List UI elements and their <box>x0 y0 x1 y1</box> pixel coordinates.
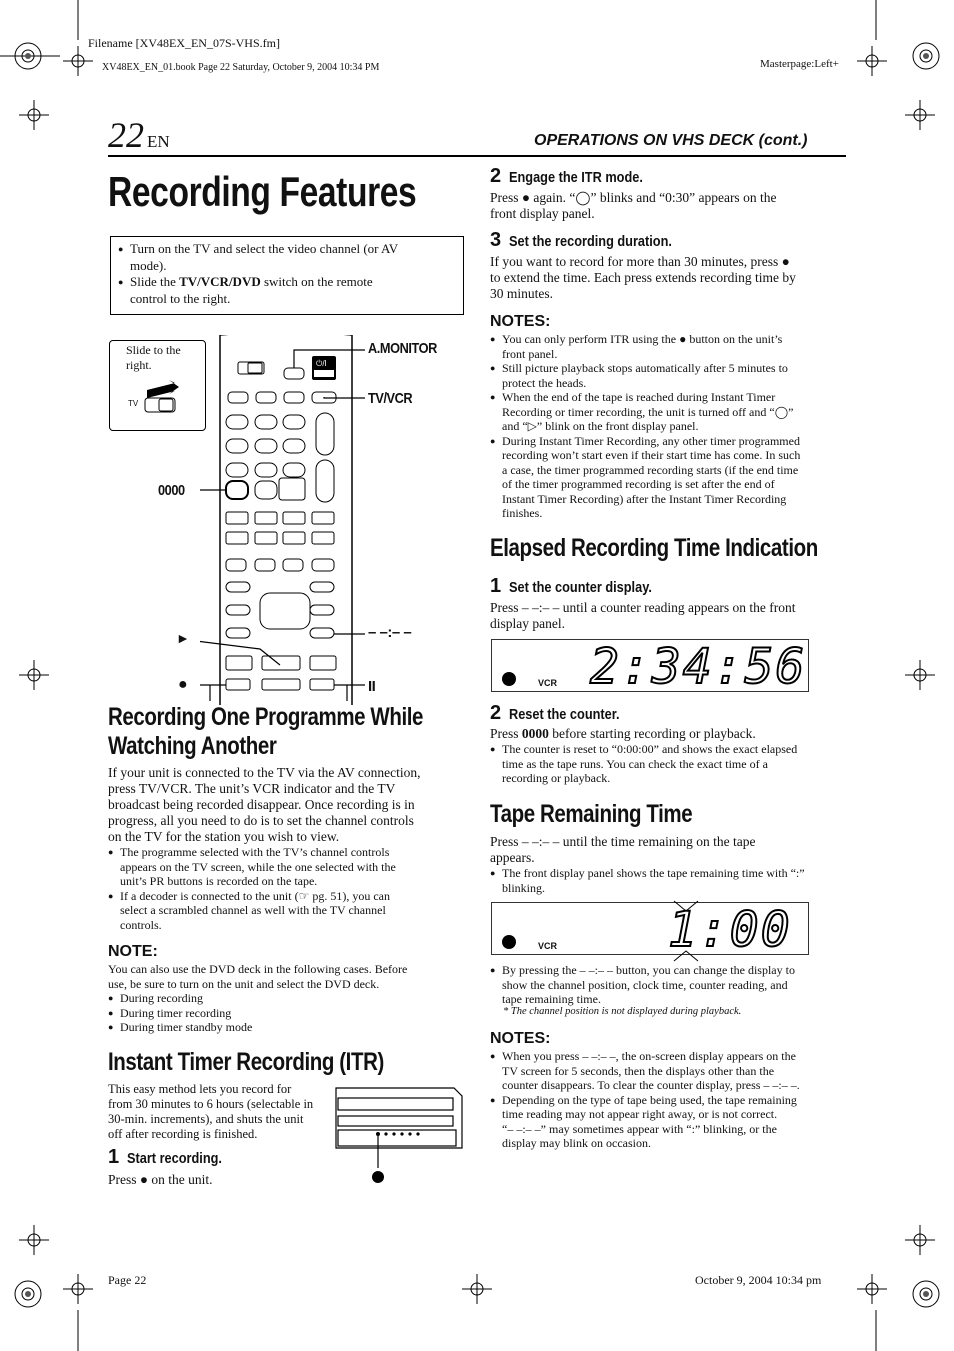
counter-reading: 2:34:56 <box>590 639 807 695</box>
remaining-heading: Tape Remaining Time <box>490 800 693 828</box>
prep-item: ● Slide the TV/VCR/DVD switch on the remote control to the right. <box>118 274 458 307</box>
filename-label: Filename [XV48EX_EN_07S-VHS.fm] <box>88 36 280 50</box>
remaining-reading: 1:00 <box>668 902 792 958</box>
itr-step-2-text: Press ● again. “◯” blinks and “0:30” appears on the front display panel. <box>490 190 777 221</box>
elapsed-step-2: 2 Reset the counter. <box>490 702 620 724</box>
header-rule <box>108 155 846 157</box>
tv-vcr-label: TV/VCR <box>368 390 413 407</box>
remaining-display-panel <box>491 902 809 958</box>
record-indicator-icon <box>502 935 516 949</box>
prep-item: ● Turn on the TV and select the video channel (or AV mode). <box>118 241 458 274</box>
notes-2-heading: NOTES: <box>490 1030 551 1047</box>
vcr-indicator: VCR <box>538 941 558 951</box>
list-item: ● During recording <box>108 991 468 1006</box>
list-item: ● When you press – –:– –, the on-screen display appears on the TV screen for 5 seconds, then the displays other than the counter disappears. To clear the counter display, press – –:– –. <box>490 1049 850 1093</box>
play-symbol: ► <box>176 632 190 647</box>
list-item: ● During timer standby mode <box>108 1020 468 1035</box>
pause-symbol: II <box>368 678 376 695</box>
remaining-bullet <box>490 866 850 895</box>
itr-step-2: 2 Engage the ITR mode. <box>490 165 644 187</box>
itr-heading: Instant Timer Recording (ITR) <box>108 1048 384 1076</box>
svg-text:⏻/I: ⏻/I <box>316 359 327 368</box>
list-item: ● By pressing the – –:– – button, you can change the display to show the channel position, clock time, counter reading, and tape remaining time. <box>490 963 850 1007</box>
footnote: * The channel position is not displayed during playback. <box>503 1006 742 1017</box>
rec-one-bullets <box>108 845 468 932</box>
list-item: ● The programme selected with the TV’s channel controls appears on the TV screen, while the one selected with the unit’s PR buttons is recorded on the tape. <box>108 845 468 889</box>
masterpage-label: Masterpage:Left+ <box>760 58 839 70</box>
list-item: ● Still picture playback stops automatically after 5 minutes to protect the heads. <box>490 361 850 390</box>
counter-display-panel <box>491 639 809 695</box>
vcr-front-panel-illustration <box>334 1086 464 1186</box>
list-item: ● When the end of the tape is reached during Instant Timer Recording or timer recording, the unit is turned off and “◯” and “▷” blink on the front display panel. <box>490 390 850 434</box>
itr-intro: This easy method lets you record for from 30 minutes to 6 hours (selectable in 30-min. increments), and shuts the unit off after recording is finished. <box>108 1082 314 1141</box>
record-indicator-icon <box>502 672 516 686</box>
a-monitor-label: A.MONITOR <box>368 340 437 357</box>
preparation-list <box>118 241 458 307</box>
remaining-bullet-2 <box>490 963 850 1007</box>
list-item: ● You can only perform ITR using the ● button on the unit’s front panel. <box>490 332 850 361</box>
zero-button-label: 0000 <box>158 482 185 499</box>
page-lang: EN <box>147 132 170 151</box>
list-item: ● During timer recording <box>108 1006 468 1021</box>
elapsed-heading: Elapsed Recording Time Indication <box>490 534 818 562</box>
list-item: ● Depending on the type of tape being used, the tape remaining time reading may not appear right away, or is not correct. “– –:– –” may sometimes appear with “:” blinking, or the display may blink on occasion. <box>490 1093 850 1151</box>
footer-page: Page 22 <box>108 1273 147 1287</box>
elapsed-step-2-text: Press 0000 before starting recording or playback. <box>490 726 756 741</box>
note-heading: NOTE: <box>108 943 158 960</box>
notes-1-heading: NOTES: <box>490 313 551 330</box>
page-number: 22 <box>108 115 144 155</box>
notes-2-list <box>490 1049 850 1151</box>
elapsed-step-1: 1 Set the counter display. <box>490 575 653 597</box>
rec-one-paragraph: If your unit is connected to the TV via the AV connection, press TV/VCR. The unit’s VCR indicator and the TV broadcast being recorded disappear. Once recording is in progress, all you need to do is to set the channel controls on the TV for the station you wish to view. <box>108 765 421 844</box>
notes-1-list <box>490 332 850 521</box>
rec-one-heading: Recording One Programme While Watching Another <box>108 703 424 760</box>
elapsed-step-2-bullet <box>490 742 850 786</box>
vcr-indicator: VCR <box>538 678 558 688</box>
record-symbol: ● <box>178 676 188 693</box>
itr-step-3-text: If you want to record for more than 30 minutes, press ● to extend the time. Each press extends recording time by 30 minutes. <box>490 254 796 301</box>
section-title: OPERATIONS ON VHS DECK (cont.) <box>534 132 808 149</box>
book-info-label: XV48EX_EN_01.book Page 22 Saturday, October 9, 2004 10:34 PM <box>102 62 380 73</box>
page-title: Recording Features <box>108 168 417 215</box>
footer-date: October 9, 2004 10:34 pm <box>695 1273 822 1287</box>
blink-marks-icon <box>666 897 706 967</box>
list-item: ● The front display panel shows the tape remaining time with “:” blinking. <box>490 866 850 895</box>
elapsed-step-1-text: Press – –:– – until a counter reading appears on the front display panel. <box>490 600 796 631</box>
itr-step-3: 3 Set the recording duration. <box>490 229 673 251</box>
itr-step-1: 1 Start recording. <box>108 1146 223 1168</box>
page-number-block <box>108 114 170 156</box>
list-item: ● During Instant Timer Recording, any other timer programmed recording won’t start even if their start time has come. In such a case, the timer programmed recording starts (if the end time of the timer programmed recording is set after the end of Instant Timer Recording) after the Instant Timer Recording finishes. <box>490 434 850 521</box>
slide-switch-icon <box>109 340 206 431</box>
itr-step-1-text: Press ● on the unit. <box>108 1172 213 1187</box>
remaining-text: Press – –:– – until the time remaining on the tape appears. <box>490 834 756 865</box>
list-item: ● If a decoder is connected to the unit (☞ pg. 51), you can select a scrambled channel as well with the TV channel controls. <box>108 889 468 933</box>
counter-button-label: – –:– – <box>368 624 412 641</box>
list-item: ● The counter is reset to “0:00:00” and shows the exact elapsed time as the tape runs. You can check the exact time of a recording or playback. <box>490 742 850 786</box>
note-text: You can also use the DVD deck in the following cases. Before use, be sure to turn on the unit and select the DVD deck. ● During recording ● During timer recording ● During timer standby mode <box>108 962 468 1035</box>
tv-label: TV <box>128 399 139 408</box>
slide-callout-text: Slide to the right. <box>126 343 181 372</box>
